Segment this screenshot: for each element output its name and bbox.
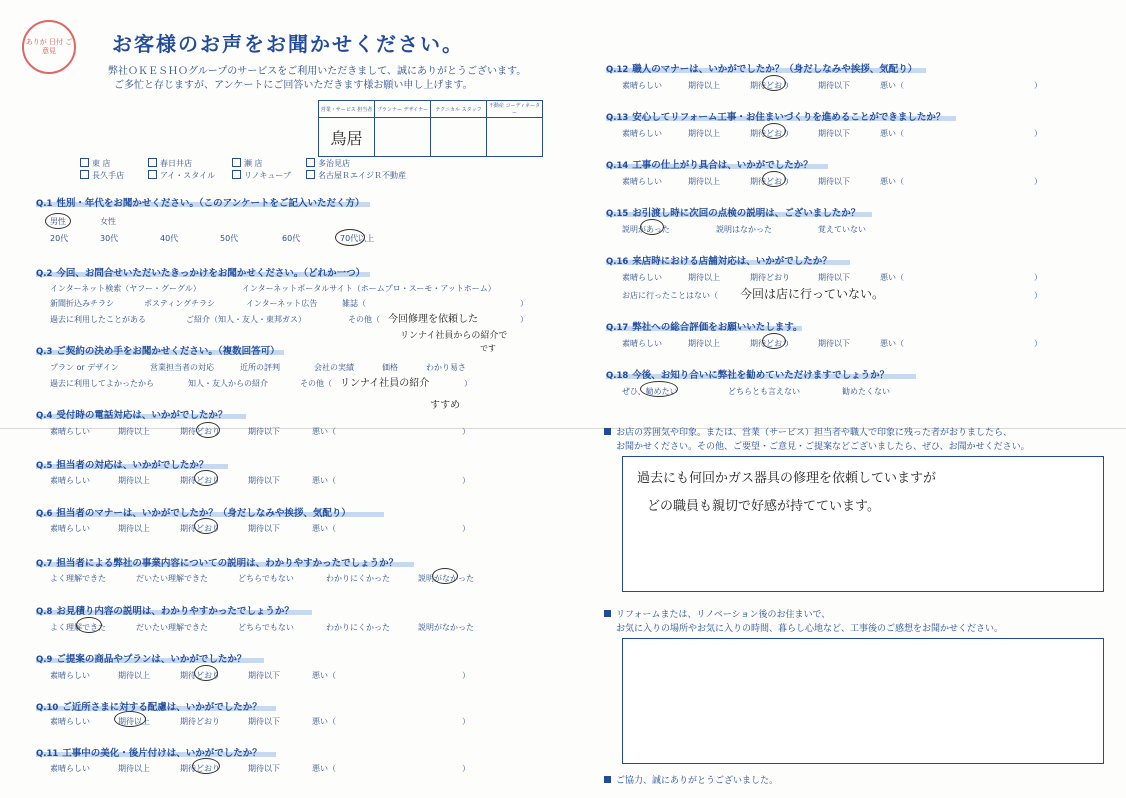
option[interactable]: だいたい理解できた [136,623,208,632]
question-q11: Q.11 工事中の美化・後片付けは、いかがでしたか？ [36,748,262,759]
answer-circle [114,711,146,727]
option[interactable]: 期待どおり [180,524,220,533]
option[interactable]: だいたい理解できた [136,574,208,583]
answer-circle [194,518,218,534]
store-checkbox[interactable]: 春日井店 [148,158,192,169]
option[interactable]: 過去に利用したことがある [50,315,146,324]
store-checkbox[interactable]: リノキューブ [232,170,291,181]
answer-circle [762,75,786,91]
option[interactable]: 期待どおり [750,339,790,348]
option[interactable]: 期待以下 [248,524,280,533]
question-q2: Q.2 今回、お問合せいただいたきっかけをお聞かせください。（どれか一つ） [36,268,366,279]
option-age[interactable]: 20代 [50,234,69,243]
option[interactable]: わかりにくかった [326,574,390,583]
paren-close: ） [462,671,470,680]
answer-circle [194,470,218,486]
answer-circle [432,568,458,584]
question-q1: Q.1 性別・年代をお聞かせください。（このアンケートをご記入いただく方） [36,198,365,209]
question-q6: Q.6 担当者のマナーは、いかがでしたか？（身だしなみや挨拶、気配り） [36,508,351,519]
store-checkbox[interactable]: 長久手店 [80,170,124,181]
option[interactable]: ポスティングチラシ [144,299,216,308]
option[interactable]: 過去に利用してよかったから [50,379,154,388]
option[interactable]: 素晴らしい [622,273,662,282]
comment-box[interactable] [622,456,1104,592]
option[interactable]: よく理解できた [50,623,106,632]
option[interactable]: 会社の実績 [314,363,354,372]
option[interactable]: 期待以上 [118,671,150,680]
option-age[interactable]: 50代 [220,234,239,243]
checkbox-icon [148,170,157,179]
question-q3: Q.3 ご契約の決め手をお聞かせください。（複数回答可） [36,346,280,357]
checkbox-icon [306,170,315,179]
comment-section-heading: お店の雰囲気や印象。または、営業（サービス）担当者や職人で印象に残った者がおりましたら、 お聞かせください。その他、ご要望・ご意見・ご提案などございましたら、ぜひ、お聞かせください。 [604,426,1030,454]
intro-line-2: ご多忙と存じますが、アンケートにご回答いただきます様お願い申し上げます。 [114,80,473,91]
option[interactable]: インターネットポータルサイト（ホームプロ・スーモ・アットホーム） [242,284,496,293]
option[interactable]: 期待以上 [118,476,150,485]
option[interactable]: 悪い（ [312,671,336,680]
option-other[interactable]: その他（ [348,315,380,324]
question-q12: Q.12 職人のマナーは、いかがでしたか？（身だしなみや挨拶、気配り） [606,64,918,75]
paren-close: ） [1034,339,1042,348]
option[interactable]: 悪い（ [880,177,904,186]
option[interactable]: 期待以上 [688,129,720,138]
option[interactable]: 素晴らしい [50,671,90,680]
option-age[interactable]: 60代 [282,234,301,243]
staff-header-sales: 営業・サービス 担当者 [319,101,375,118]
option[interactable]: 悪い（ [312,476,336,485]
answer-circle [762,123,786,139]
option[interactable]: 説明がなかった [418,623,474,632]
option-female[interactable]: 女性 [100,217,116,226]
paren-close: ） [1034,291,1042,300]
option[interactable]: 素晴らしい [622,339,662,348]
option[interactable]: 新聞折込みチラシ [50,299,114,308]
option[interactable]: 期待以下 [248,717,280,726]
option[interactable]: インターネット検索（ヤフー・グーグル） [50,284,201,293]
option[interactable]: 期待どおり [180,671,220,680]
option[interactable]: 期待どおり [750,81,790,90]
option[interactable]: わかり易さ [426,363,466,372]
handwritten-answer: 今回修理を依頼した [388,314,478,325]
option[interactable]: 価格 [382,363,398,372]
option[interactable]: 悪い（ [312,764,336,773]
handwritten-answer: です [480,344,496,353]
option[interactable]: 悪い（ [880,129,904,138]
option-male[interactable]: 男性 [50,217,66,226]
option[interactable]: 期待どおり [750,273,790,282]
option[interactable]: 素晴らしい [50,476,90,485]
option[interactable]: 営業担当者の対応 [150,363,214,372]
option[interactable]: 悪い（ [880,81,904,90]
answer-circle [194,665,218,681]
option[interactable]: 覚えていない [818,225,866,234]
square-bullet-icon [604,776,611,783]
handwritten-comment-line: 過去にも何回かガス器具の修理を依頼していますが [637,471,937,486]
option[interactable]: 素晴らしい [622,81,662,90]
store-checkbox[interactable]: 東 店 [80,158,111,169]
option[interactable]: ぜひ、勧めたい [622,387,678,396]
option[interactable]: 知人・友人からの紹介 [188,379,268,388]
option[interactable]: 期待以下 [818,177,850,186]
paren-close: ） [520,299,528,308]
option[interactable]: 期待以上 [688,339,720,348]
handwritten-comment-line: どの職員も親切で好感が持てています。 [647,499,880,514]
option[interactable]: 期待どおり [180,764,220,773]
option[interactable]: 素晴らしい [50,717,90,726]
staff-header-realestate: 不動産 コーディネーター [487,101,543,118]
handwritten-answer: すすめ [430,400,461,411]
option[interactable]: 悪い（ [880,273,904,282]
option-age[interactable]: 30代 [100,234,119,243]
option[interactable]: 期待以上 [118,524,150,533]
option[interactable]: 期待以上 [118,717,150,726]
option-other[interactable]: その他（ [300,379,332,388]
question-q10: Q.10 ご近所さまに対する配慮は、いかがでしたか？ [36,702,262,713]
answer-circle [45,213,71,229]
option[interactable]: 期待以下 [248,427,280,436]
option[interactable]: 期待以上 [688,177,720,186]
answer-circle [196,422,220,438]
paren-close: ） [462,524,470,533]
option[interactable]: 期待以下 [818,129,850,138]
answer-circle [762,333,786,349]
answer-circle [76,617,102,633]
option[interactable]: インターネット広告 [246,299,318,308]
store-checkbox[interactable]: 瀬 店 [232,158,263,169]
question-q13: Q.13 安心してリフォーム工事・お住まいづくりを進めることができましたか？ [606,112,946,123]
staff-table [318,100,543,157]
option[interactable]: 近所の評判 [240,363,280,372]
answer-circle [640,219,664,235]
option[interactable]: 期待以下 [818,81,850,90]
question-q16: Q.16 来店時における店舗対応は、いかがでしたか？ [606,256,832,267]
staff-header-planner: プランナー デザイナー [375,101,431,118]
paren-close: ） [1034,177,1042,186]
answer-circle [762,171,786,187]
company-seal: ありが 日付 ご意見 [22,20,76,74]
paren-close: ） [462,476,470,485]
option[interactable]: 悪い（ [312,427,336,436]
option[interactable]: 期待どおり [750,129,790,138]
option[interactable]: 期待どおり [180,427,220,436]
option[interactable]: 悪い（ [312,524,336,533]
checkbox-icon [306,158,315,167]
store-checkbox[interactable]: 名古屋ＲエイジＲ不動産 [306,170,406,181]
option[interactable]: 素晴らしい [622,129,662,138]
paren-close: ） [1034,273,1042,282]
option[interactable]: 期待どおり [180,476,220,485]
staff-value-technical [431,118,487,157]
question-q15: Q.15 お引渡し時に次回の点検の説明は、ございましたか？ [606,208,861,219]
question-q7: Q.7 担当者による弊社の事業内容についての説明は、わかりやすかったでしょうか？ [36,558,399,569]
store-checkbox[interactable]: アイ・スタイル [148,170,215,181]
checkbox-icon [148,158,157,167]
handwritten-answer: リンナイ社員からの紹介で [400,331,508,341]
option[interactable]: 期待以下 [248,671,280,680]
impression-section-heading: リフォームまたは、リノベーション後のお住まいで、 お気に入りの場所やお気に入りの時間、暮らし心地など、工事後のご感想をお聞かせください。 [604,608,1003,636]
checkbox-icon [232,170,241,179]
option[interactable]: 悪い（ [312,717,336,726]
staff-value-sales: 鳥居 [319,118,375,157]
paren-close: ） [520,315,528,324]
option[interactable]: 説明はなかった [716,225,772,234]
option[interactable]: ご紹介（知人・友人・東邦ガス） [186,315,306,324]
answer-circle [192,758,220,774]
option[interactable]: 素晴らしい [50,427,90,436]
option[interactable]: 期待どおり [180,717,220,726]
option[interactable]: プラン or デザイン [50,363,119,372]
paren-close: ） [1034,81,1042,90]
staff-header-technical: テクニカル スタッフ [431,101,487,118]
paren-close: ） [1034,129,1042,138]
checkbox-icon [80,158,89,167]
staff-value-planner [375,118,431,157]
staff-value-realestate [487,118,543,157]
option[interactable]: 期待以上 [688,81,720,90]
option[interactable]: どちらでもない [238,574,294,583]
question-q18: Q.18 今後、お知り合いに弊社を勧めていただけますでしょうか？ [606,370,890,381]
handwritten-answer: リンナイ社員の紹介 [340,378,430,389]
option[interactable]: 期待以上 [118,427,150,436]
answer-circle [335,229,365,246]
option[interactable]: 期待以下 [818,339,850,348]
option[interactable]: 勧めたくない [842,387,890,396]
question-q17: Q.17 弊社への総合評価をお願いいたします。 [606,322,803,333]
question-q8: Q.8 お見積り内容の説明は、わかりやすかったでしょうか？ [36,606,294,617]
option[interactable]: 期待以上 [118,764,150,773]
option[interactable]: どちらとも言えない [728,387,800,396]
question-q14: Q.14 工事の仕上がり具合は、いかがでしたか？ [606,160,813,171]
option-never-visited[interactable]: お店に行ったことはない（ [622,291,718,300]
option[interactable]: わかりにくかった [326,623,390,632]
option[interactable]: 素晴らしい [622,177,662,186]
paren-close: ） [462,764,470,773]
page-title: お客様のお声をお聞かせください。 [112,32,464,56]
store-checkbox[interactable]: 多治見店 [306,158,350,169]
paren-close: ） [464,379,472,388]
paren-close: ） [462,717,470,726]
option[interactable]: よく理解できた [50,574,106,583]
option[interactable]: 期待以下 [248,764,280,773]
question-q9: Q.9 ご提案の商品やプランは、いかがでしたか？ [36,654,247,665]
square-bullet-icon [604,610,611,617]
question-q5: Q.5 担当者の対応は、いかがでしたか？ [36,460,209,471]
paren-close: ） [462,427,470,436]
question-q4: Q.4 受付時の電話対応は、いかがでしたか？ [36,410,228,421]
option[interactable]: 説明がなかった [418,574,474,583]
impression-box[interactable] [622,638,1104,764]
checkbox-icon [80,170,89,179]
option[interactable]: 素晴らしい [50,764,90,773]
option-age[interactable]: 70代以上 [340,234,375,243]
option[interactable]: 期待以下 [248,476,280,485]
option[interactable]: 説明があった [622,225,670,234]
option-age[interactable]: 40代 [160,234,179,243]
handwritten-answer: 今回は店に行っていない。 [740,287,885,301]
checkbox-icon [232,158,241,167]
option[interactable]: 期待どおり [750,177,790,186]
option[interactable]: 雑誌（ [342,299,366,308]
option[interactable]: 期待以下 [818,273,850,282]
closing-message: ご協力、誠にありがとうございました。 [604,774,778,788]
answer-circle [640,381,678,397]
option[interactable]: 期待以上 [688,273,720,282]
option[interactable]: 悪い（ [880,339,904,348]
option[interactable]: どちらでもない [238,623,294,632]
intro-line-1: 弊社ＯＫＥＳＨＯグループのサービスをご利用いただきまして、誠にありがとうございます。 [108,66,527,77]
square-bullet-icon [604,428,611,435]
option[interactable]: 素晴らしい [50,524,90,533]
